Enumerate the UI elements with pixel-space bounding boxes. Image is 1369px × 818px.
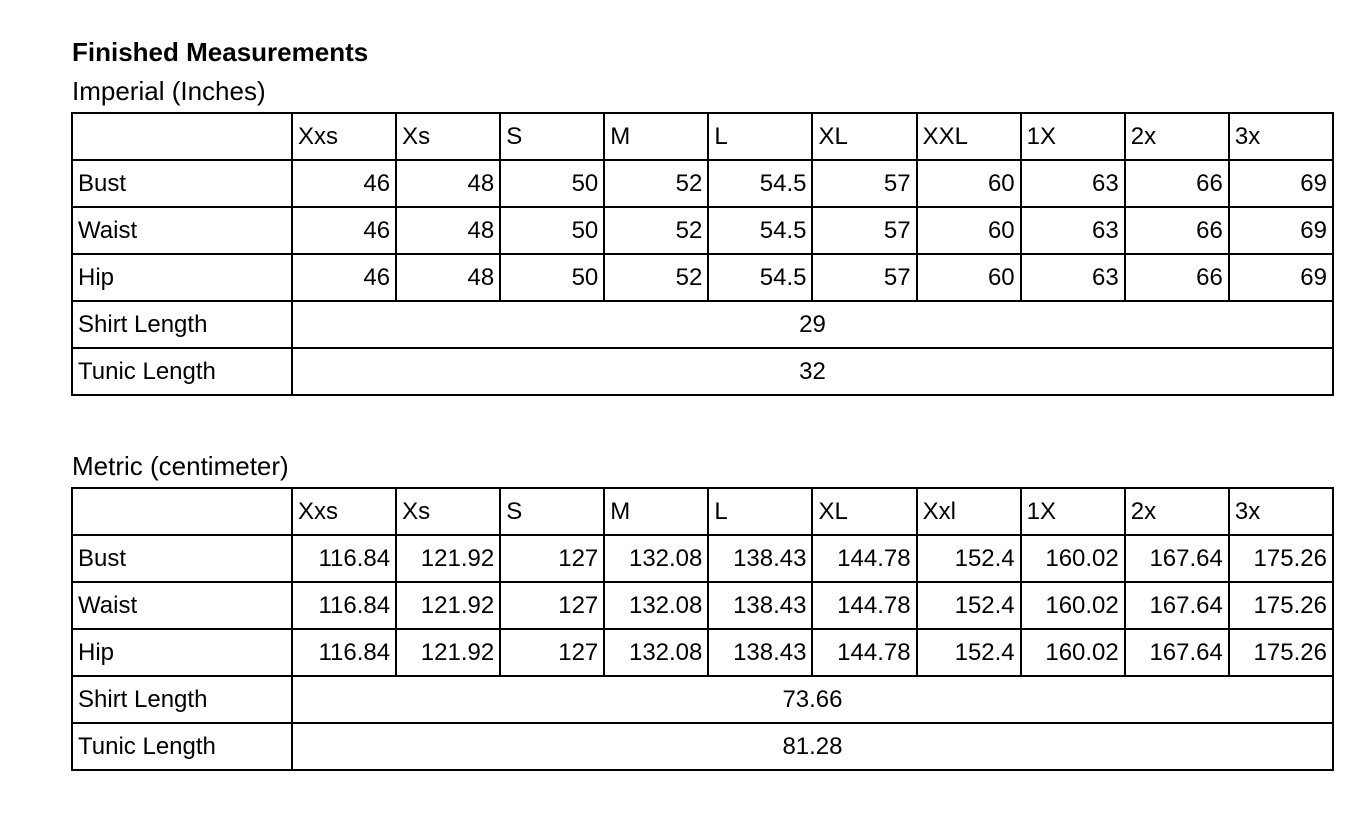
row-label: Bust (72, 535, 292, 582)
measurement-cell: 127 (500, 629, 604, 676)
size-header: XL (812, 113, 916, 160)
row-label: Waist (72, 207, 292, 254)
measurement-cell: 50 (500, 160, 604, 207)
table-row (72, 582, 1333, 629)
size-header: Xxl (917, 488, 1021, 535)
measurement-cell: 54.5 (708, 160, 812, 207)
measurement-cell: 66 (1125, 160, 1229, 207)
metric-measurements-table (71, 487, 1334, 771)
measurement-cell: 138.43 (708, 629, 812, 676)
size-header: 1X (1021, 113, 1125, 160)
measurement-cell: 144.78 (812, 629, 916, 676)
measurement-cell: 46 (292, 254, 396, 301)
size-header: Xs (396, 488, 500, 535)
size-header: M (604, 113, 708, 160)
row-label: Shirt Length (72, 676, 292, 723)
page-title: Finished Measurements (72, 37, 369, 67)
measurement-cell: 69 (1229, 160, 1333, 207)
measurement-cell: 69 (1229, 207, 1333, 254)
row-label: Shirt Length (72, 301, 292, 348)
metric-table-body (72, 488, 1333, 770)
corner-cell (72, 488, 292, 535)
size-header: XL (812, 488, 916, 535)
size-header: S (500, 488, 604, 535)
table-row (72, 160, 1333, 207)
size-header: Xs (396, 113, 500, 160)
measurement-cell: 127 (500, 582, 604, 629)
measurement-cell: 144.78 (812, 535, 916, 582)
measurement-cell: 57 (812, 207, 916, 254)
measurement-cell: 60 (917, 207, 1021, 254)
row-label: Tunic Length (72, 723, 292, 770)
measurement-cell: 152.4 (917, 535, 1021, 582)
measurement-cell: 54.5 (708, 254, 812, 301)
measurement-cell: 66 (1125, 254, 1229, 301)
header-row (72, 113, 1333, 160)
table-row (72, 254, 1333, 301)
measurement-cell: 52 (604, 207, 708, 254)
measurement-cell: 52 (604, 160, 708, 207)
measurement-cell: 144.78 (812, 582, 916, 629)
imperial-table-body (72, 113, 1333, 395)
table-row (72, 629, 1333, 676)
measurement-cell: 167.64 (1125, 582, 1229, 629)
measurement-cell: 69 (1229, 254, 1333, 301)
measurement-cell: 57 (812, 254, 916, 301)
table-row (72, 535, 1333, 582)
measurement-cell: 121.92 (396, 629, 500, 676)
measurement-cell: 48 (396, 160, 500, 207)
measurement-cell: 132.08 (604, 535, 708, 582)
measurement-cell: 48 (396, 254, 500, 301)
size-header: S (500, 113, 604, 160)
measurement-cell: 63 (1021, 254, 1125, 301)
size-header: 2x (1125, 113, 1229, 160)
row-label: Hip (72, 254, 292, 301)
size-header: 1X (1021, 488, 1125, 535)
length-value-cell: 81.28 (292, 723, 1333, 770)
measurement-cell: 175.26 (1229, 582, 1333, 629)
measurement-cell: 121.92 (396, 535, 500, 582)
measurement-cell: 132.08 (604, 629, 708, 676)
table-row (72, 348, 1333, 395)
measurement-cell: 175.26 (1229, 629, 1333, 676)
measurement-cell: 167.64 (1125, 535, 1229, 582)
measurement-cell: 57 (812, 160, 916, 207)
metric-heading: Metric (centimeter) (72, 451, 289, 481)
size-header: Xxs (292, 113, 396, 160)
header-row (72, 488, 1333, 535)
measurement-cell: 46 (292, 207, 396, 254)
size-header: L (708, 488, 812, 535)
measurement-cell: 50 (500, 254, 604, 301)
measurement-cell: 63 (1021, 207, 1125, 254)
measurement-cell: 46 (292, 160, 396, 207)
measurement-cell: 160.02 (1021, 535, 1125, 582)
measurement-cell: 160.02 (1021, 582, 1125, 629)
measurement-cell: 60 (917, 160, 1021, 207)
measurement-cell: 138.43 (708, 535, 812, 582)
table-row (72, 723, 1333, 770)
imperial-measurements-table (71, 112, 1334, 396)
measurement-cell: 121.92 (396, 582, 500, 629)
size-header: XXL (917, 113, 1021, 160)
row-label: Tunic Length (72, 348, 292, 395)
row-label: Hip (72, 629, 292, 676)
row-label: Waist (72, 582, 292, 629)
measurement-cell: 116.84 (292, 629, 396, 676)
measurement-cell: 52 (604, 254, 708, 301)
imperial-heading: Imperial (Inches) (72, 76, 266, 106)
measurement-cell: 152.4 (917, 582, 1021, 629)
length-value-cell: 73.66 (292, 676, 1333, 723)
measurement-cell: 167.64 (1125, 629, 1229, 676)
measurement-cell: 152.4 (917, 629, 1021, 676)
table-row (72, 301, 1333, 348)
size-header: Xxs (292, 488, 396, 535)
length-value-cell: 29 (292, 301, 1333, 348)
size-header: M (604, 488, 708, 535)
measurement-cell: 132.08 (604, 582, 708, 629)
measurement-cell: 127 (500, 535, 604, 582)
size-header: 2x (1125, 488, 1229, 535)
size-header: L (708, 113, 812, 160)
measurement-cell: 66 (1125, 207, 1229, 254)
measurement-cell: 138.43 (708, 582, 812, 629)
measurement-cell: 116.84 (292, 582, 396, 629)
measurement-cell: 54.5 (708, 207, 812, 254)
measurement-cell: 63 (1021, 160, 1125, 207)
size-header: 3x (1229, 488, 1333, 535)
size-header: 3x (1229, 113, 1333, 160)
measurement-cell: 160.02 (1021, 629, 1125, 676)
measurement-cell: 50 (500, 207, 604, 254)
measurement-cell: 175.26 (1229, 535, 1333, 582)
measurement-cell: 48 (396, 207, 500, 254)
row-label: Bust (72, 160, 292, 207)
table-row (72, 676, 1333, 723)
measurement-cell: 60 (917, 254, 1021, 301)
length-value-cell: 32 (292, 348, 1333, 395)
corner-cell (72, 113, 292, 160)
table-row (72, 207, 1333, 254)
measurement-cell: 116.84 (292, 535, 396, 582)
